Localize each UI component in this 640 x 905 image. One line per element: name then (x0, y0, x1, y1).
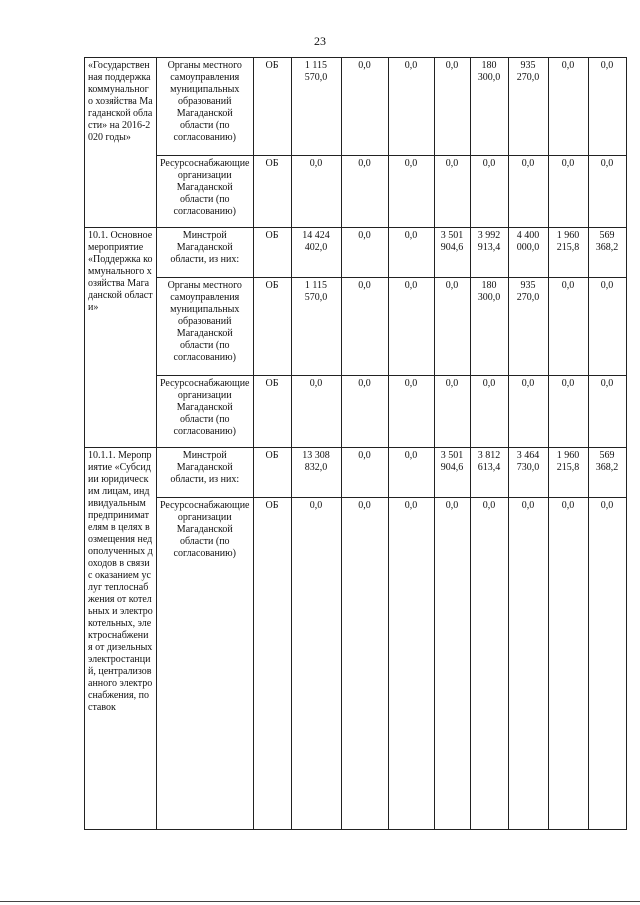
value-cell: 3 812 613,4 (470, 448, 508, 498)
value-cell: 13 308 832,0 (291, 448, 341, 498)
table-row (85, 278, 627, 376)
value-cell: 0,0 (341, 228, 388, 278)
value-cell: 0,0 (434, 376, 470, 448)
table-row (85, 58, 627, 156)
value-cell: 0,0 (470, 376, 508, 448)
executor-cell: Ресурсоснабжающие организации Магаданской области (по согласованию) (157, 156, 254, 228)
value-cell: 0,0 (508, 376, 548, 448)
value-cell: 935 270,0 (508, 278, 548, 376)
value-cell: 1 960 215,8 (548, 448, 588, 498)
value-cell: 0,0 (434, 58, 470, 156)
funding-source-cell: ОБ (253, 376, 291, 448)
value-cell: 0,0 (388, 58, 434, 156)
value-cell: 0,0 (388, 376, 434, 448)
funding-source-cell: ОБ (253, 448, 291, 498)
value-cell: 0,0 (341, 448, 388, 498)
value-cell: 0,0 (548, 58, 588, 156)
financing-table (84, 57, 627, 830)
activity-name: 10.1. Основное мероприятие «Поддержка коммунального хозяйства Магаданской области» (85, 228, 157, 448)
value-cell: 0,0 (588, 156, 626, 228)
value-cell: 0,0 (434, 498, 470, 830)
funding-source-cell: ОБ (253, 156, 291, 228)
value-cell: 0,0 (434, 278, 470, 376)
table-row (85, 448, 627, 498)
value-cell: 0,0 (588, 498, 626, 830)
funding-source-cell: ОБ (253, 498, 291, 830)
value-cell: 3 992 913,4 (470, 228, 508, 278)
value-cell: 569 368,2 (588, 228, 626, 278)
value-cell: 0,0 (548, 376, 588, 448)
value-cell: 0,0 (341, 58, 388, 156)
table-row (85, 156, 627, 228)
page-bottom-rule (0, 901, 640, 902)
value-cell: 0,0 (388, 448, 434, 498)
value-cell: 180 300,0 (470, 58, 508, 156)
value-cell: 0,0 (388, 156, 434, 228)
executor-cell: Ресурсоснабжающие организации Магаданской области (по согласованию) (157, 376, 254, 448)
value-cell: 569 368,2 (588, 448, 626, 498)
value-cell: 14 424 402,0 (291, 228, 341, 278)
value-cell: 0,0 (291, 376, 341, 448)
executor-cell: Минстрой Магаданской области, из них: (157, 228, 254, 278)
value-cell: 180 300,0 (470, 278, 508, 376)
activity-name: «Государственная поддержка коммунального хозяйства Магаданской области» на 2016-2020 годы» (85, 58, 157, 228)
funding-source-cell: ОБ (253, 228, 291, 278)
activity-name: 10.1.1. Мероприятие «Субсидии юридическим лицам, индивидуальным предпринимателям в целях возмещения недополученных доходов в связи с оказанием услуг теплоснабжения от котельных и электрокотельных, электроснабжения от дизельных электростанций, централизованного электроснабжения, поставок (85, 448, 157, 830)
value-cell: 3 501 904,6 (434, 448, 470, 498)
table-row (85, 376, 627, 448)
value-cell: 0,0 (341, 278, 388, 376)
value-cell: 0,0 (388, 498, 434, 830)
value-cell: 0,0 (588, 58, 626, 156)
value-cell: 0,0 (291, 156, 341, 228)
value-cell: 3 464 730,0 (508, 448, 548, 498)
executor-cell: Ресурсоснабжающие организации Магаданской области (по согласованию) (157, 498, 254, 830)
value-cell: 0,0 (470, 156, 508, 228)
value-cell: 4 400 000,0 (508, 228, 548, 278)
executor-cell: Минстрой Магаданской области, из них: (157, 448, 254, 498)
value-cell: 0,0 (341, 498, 388, 830)
value-cell: 0,0 (291, 498, 341, 830)
value-cell: 1 115 570,0 (291, 278, 341, 376)
value-cell: 0,0 (588, 278, 626, 376)
executor-cell: Органы местного самоуправления муниципальных образований Магаданской области (по согласованию) (157, 58, 254, 156)
value-cell: 0,0 (341, 156, 388, 228)
value-cell: 0,0 (470, 498, 508, 830)
executor-cell: Органы местного самоуправления муниципальных образований Магаданской области (по согласованию) (157, 278, 254, 376)
value-cell: 1 115 570,0 (291, 58, 341, 156)
value-cell: 0,0 (434, 156, 470, 228)
value-cell: 0,0 (508, 498, 548, 830)
table-row (85, 498, 627, 830)
value-cell: 0,0 (548, 278, 588, 376)
value-cell: 0,0 (388, 228, 434, 278)
value-cell: 935 270,0 (508, 58, 548, 156)
value-cell: 0,0 (388, 278, 434, 376)
funding-source-cell: ОБ (253, 58, 291, 156)
page-number: 23 (314, 34, 326, 48)
table-row (85, 228, 627, 278)
funding-source-cell: ОБ (253, 278, 291, 376)
value-cell: 0,0 (548, 498, 588, 830)
value-cell: 0,0 (548, 156, 588, 228)
value-cell: 0,0 (508, 156, 548, 228)
value-cell: 3 501 904,6 (434, 228, 470, 278)
value-cell: 1 960 215,8 (548, 228, 588, 278)
value-cell: 0,0 (341, 376, 388, 448)
value-cell: 0,0 (588, 376, 626, 448)
